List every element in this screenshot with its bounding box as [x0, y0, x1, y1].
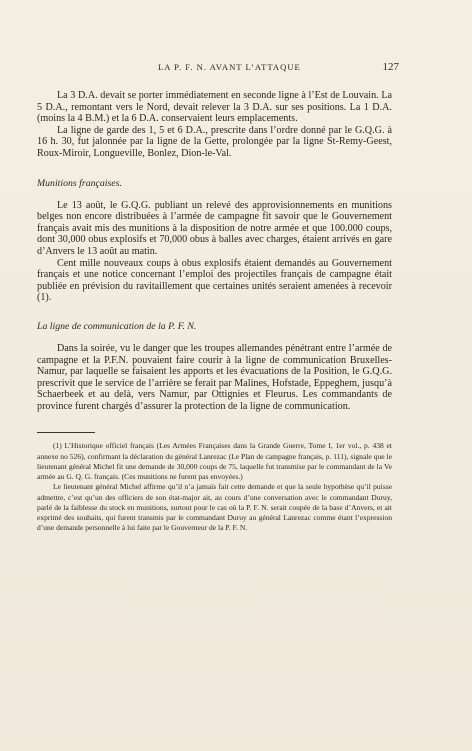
paragraph: Le 13 août, le G.Q.G. publiant un relevé des approvisionnements en munitions belges non encore distribuées à l’armée de campagne fit savoir que le Gouvernement français avait mis des munitions à la disposition de notre armée et que 100.000 coups, dont 30,000 obus explosifs et 70,000 obus à balles avec charges, étaient arrivés en gare d’Anvers le 13 août au matin. [37, 199, 392, 257]
running-title: LA P. F. N. AVANT L’ATTAQUE [158, 62, 301, 72]
paragraph: La 3 D.A. devait se porter immédiatement en seconde ligne à l’Est de Louvain. La 5 D.A., remontant vers le Nord, devait relever la 3 D.A. sur ses positions. La 1 D.A. (moins la 4 B.M.) et la 6 D.A. conservaient leurs emplacements. [37, 90, 392, 125]
footnote: Le lieutenant général Michel affirme qu’il n’a jamais fait cette demande et que la seule hypothèse qu’il puisse admettre, c’est qu’un des officiers de son état-major ait, au cours d’une conversation avec le commandant Duruy, parlé de la faiblesse du stock en munitions, surtout pour le cas où la P. F. N. serait coupée de la base d’Anvers, et ait exprimé des souhaits, qui furent transmis par le commandant Duruy au général Lanrezac comme étant l’expression d’une demande personnelle à lui faite par le Gouverneur de la P. F. N. [37, 482, 392, 533]
paragraph: La ligne de garde des 1, 5 et 6 D.A., prescrite dans l’ordre donné par le G.Q.G. à 16 h. 30, fut jalonnée par la ligne de la Gette, prolongée par la ligne St-Remy-Geest, Roux-Miroir, Longueville, Bonlez, Dion-le-Val. [37, 124, 392, 159]
section-heading: Munitions françaises. [37, 177, 122, 189]
paragraph: Cent mille nouveaux coups à obus explosifs étaient demandés au Gouvernement français et une notice concernant l’emploi des projectiles français de campagne était publiée en prévision du ravitaillement que certaines unités seraient amenées à recevoir (1). [37, 257, 392, 304]
section-heading: La ligne de communication de la P. F. N. [37, 320, 197, 332]
footnotes [37, 441, 392, 533]
running-head [38, 61, 399, 76]
main-text [37, 90, 392, 534]
page-number: 127 [382, 61, 399, 73]
footnote: (1) L’Historique officiel français (Les Armées Françaises dans la Grande Guerre, Tome I, 1er vol., p. 438 et annexe no 526), confirmant la déclaration du général Lanrezac (Le Plan de campagne français, p. 111), signale que le lieutenant général Michel fit une demande de 30,000 coups de 75, laquelle fut transmise par le commandant de la Ve armée au G. Q. G. français. (Ces munitions ne furent pas envoyées.) [37, 441, 392, 482]
footnote-divider [37, 432, 95, 433]
paragraph: Dans la soirée, vu le danger que les troupes allemandes pénétrant entre l’armée de campagne et la P.F.N. pouvaient faire courir à la ligne de communication Bruxelles-Namur, par laquelle se faisaient les apports et les évacuations de la Position, le G.Q.G. prescrivit que le service de l’arrière se ferait par Malines, Hofstade, Eppeghem, jusqu’à Schaerbeek et au delà, vers Namur, par Ottignies et Fleurus. Les commandants de province furent chargés d’assurer la protection de la ligne de communication. [37, 342, 392, 412]
